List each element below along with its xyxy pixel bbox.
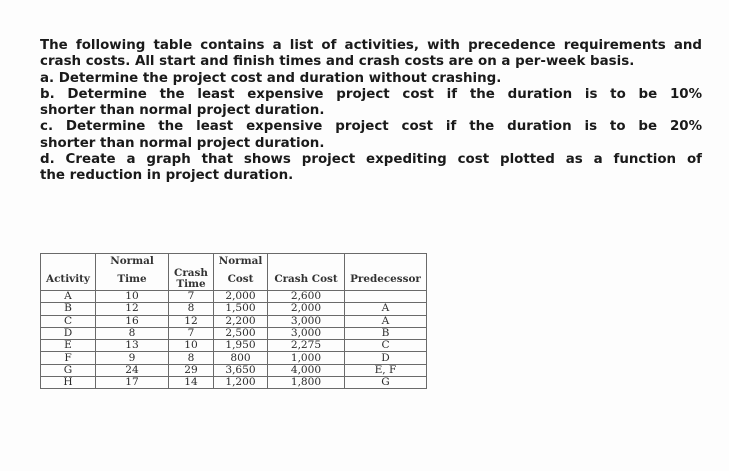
cell-crash-cost: 2,600	[268, 291, 345, 303]
cell-crash-time: 7	[169, 291, 214, 303]
question-part-d-line1: d. Create a graph that shows project expediting cost plotted as a function of	[40, 152, 702, 168]
cell-predecessor: A	[345, 315, 427, 327]
table-row	[41, 291, 427, 303]
cell-activity: G	[41, 364, 96, 376]
cell-crash-time: 8	[169, 352, 214, 364]
header-activity-spacer	[41, 254, 96, 269]
table-row	[41, 315, 427, 327]
cell-normal-time: 10	[96, 291, 169, 303]
question-part-c-line2: shorter than normal project duration.	[40, 135, 325, 151]
cell-crash-cost: 1,800	[268, 377, 345, 389]
table-row	[41, 340, 427, 352]
cell-normal-cost: 2,500	[214, 327, 268, 339]
cell-crash-time: 29	[169, 364, 214, 376]
question-part-a: a. Determine the project cost and duration without crashing.	[40, 70, 502, 86]
question-intro: The following table contains a list of activities, with precedence requirements and crash costs. All start and finish times and crash costs are on a per-week basis.	[40, 38, 702, 70]
cell-activity: E	[41, 340, 96, 352]
cell-activity: A	[41, 291, 96, 303]
cell-normal-cost: 1,950	[214, 340, 268, 352]
cell-activity: F	[41, 352, 96, 364]
cell-normal-time: 12	[96, 303, 169, 315]
cell-crash-time: 8	[169, 303, 214, 315]
cell-normal-time: 13	[96, 340, 169, 352]
cell-activity: C	[41, 315, 96, 327]
cell-predecessor: E, F	[345, 364, 427, 376]
question-part-d-line2: the reduction in project duration.	[40, 168, 294, 184]
cell-normal-time: 24	[96, 364, 169, 376]
question-part-b-line2: shorter than normal project duration.	[40, 103, 325, 119]
table-row	[41, 352, 427, 364]
cell-crash-cost: 3,000	[268, 327, 345, 339]
cell-predecessor: B	[345, 327, 427, 339]
cell-normal-time: 9	[96, 352, 169, 364]
cell-crash-time: 12	[169, 315, 214, 327]
question-part-b-line1: b. Determine the least expensive project cost if the duration is to be 10%	[40, 86, 702, 102]
cell-crash-time: 14	[169, 377, 214, 389]
activity-table-container	[40, 253, 427, 389]
header-cost: Cost	[214, 268, 268, 291]
cell-predecessor: D	[345, 352, 427, 364]
cell-crash-time: 10	[169, 340, 214, 352]
cell-activity: D	[41, 327, 96, 339]
cell-predecessor: C	[345, 340, 427, 352]
cell-normal-time: 17	[96, 377, 169, 389]
table-row	[41, 377, 427, 389]
cell-crash-time: 7	[169, 327, 214, 339]
cell-predecessor: G	[345, 377, 427, 389]
cell-activity: H	[41, 377, 96, 389]
header-normal-cost-top: Normal	[214, 254, 268, 269]
header-activity: Activity	[41, 268, 96, 291]
cell-normal-cost: 2,000	[214, 291, 268, 303]
cell-normal-cost: 1,500	[214, 303, 268, 315]
cell-normal-cost: 3,650	[214, 364, 268, 376]
header-crash-cost-spacer	[268, 254, 345, 269]
cell-crash-cost: 3,000	[268, 315, 345, 327]
cell-crash-cost: 2,000	[268, 303, 345, 315]
cell-crash-cost: 4,000	[268, 364, 345, 376]
question-part-c-line1: c. Determine the least expensive project cost if the duration is to be 20%	[40, 119, 702, 135]
cell-normal-time: 16	[96, 315, 169, 327]
header-predecessor: Predecessor	[345, 268, 427, 291]
table-row	[41, 327, 427, 339]
header-normal-time-top: Normal	[96, 254, 169, 269]
cell-normal-cost: 800	[214, 352, 268, 364]
header-crash-time-spacer	[169, 254, 214, 269]
question-text	[40, 38, 702, 185]
cell-normal-time: 8	[96, 327, 169, 339]
cell-crash-cost: 2,275	[268, 340, 345, 352]
header-crash-time: Crash Time	[169, 268, 214, 291]
cell-activity: B	[41, 303, 96, 315]
cell-crash-cost: 1,000	[268, 352, 345, 364]
header-crash-cost: Crash Cost	[268, 268, 345, 291]
header-time: Time	[96, 268, 169, 291]
table-row	[41, 303, 427, 315]
table-row	[41, 364, 427, 376]
cell-normal-cost: 2,200	[214, 315, 268, 327]
cell-predecessor	[345, 291, 427, 303]
cell-normal-cost: 1,200	[214, 377, 268, 389]
table-body	[41, 291, 427, 389]
table-header	[41, 254, 427, 291]
cell-predecessor: A	[345, 303, 427, 315]
header-predecessor-spacer	[345, 254, 427, 269]
activity-table	[40, 253, 427, 389]
